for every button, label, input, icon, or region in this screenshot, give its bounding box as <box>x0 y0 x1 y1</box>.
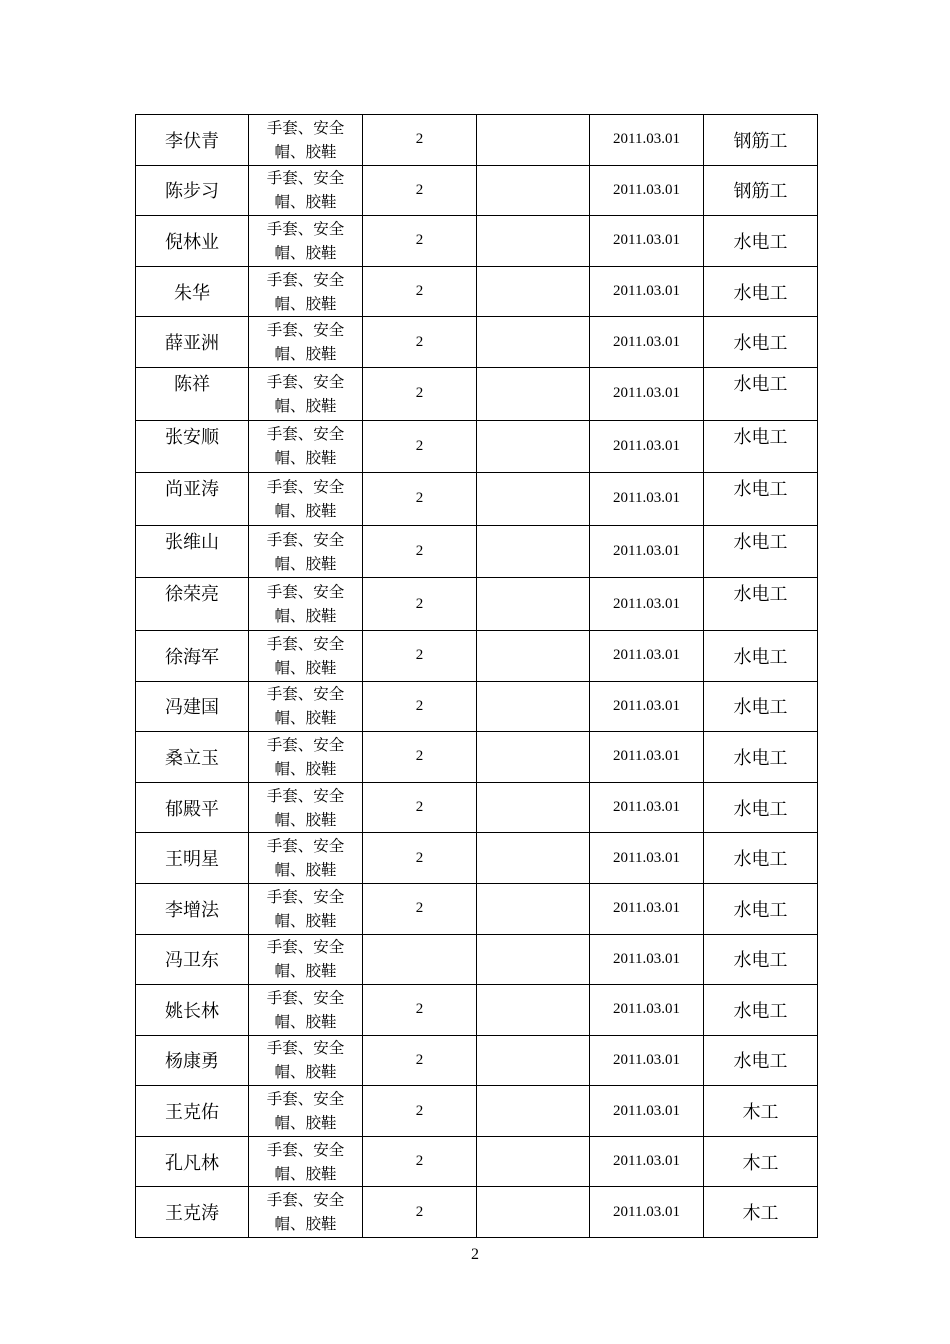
issued-items-line-2: 帽、胶鞋 <box>274 1215 337 1234</box>
issued-items-line-1: 手套、安全 <box>266 634 345 653</box>
signature-cell <box>477 883 590 934</box>
issued-items-line-2: 帽、胶鞋 <box>274 449 337 468</box>
quantity-cell: 2 <box>363 1035 477 1086</box>
signature-cell <box>477 115 590 166</box>
issued-items-line-1: 手套、安全 <box>266 530 345 549</box>
signature-cell <box>477 266 590 317</box>
quantity-cell: 2 <box>363 833 477 884</box>
issued-items-line-1: 手套、安全 <box>266 1140 345 1159</box>
quantity-cell: 2 <box>363 985 477 1036</box>
trade-cell: 木工 <box>704 1086 818 1137</box>
worker-name-cell: 薛亚洲 <box>136 317 249 368</box>
quantity-cell: 2 <box>363 1136 477 1187</box>
quantity-cell: 2 <box>363 266 477 317</box>
quantity-cell: 2 <box>363 1187 477 1238</box>
worker-name-cell: 冯卫东 <box>136 934 249 985</box>
trade-cell: 水电工 <box>704 578 818 631</box>
issue-date-cell: 2011.03.01 <box>590 473 704 526</box>
trade-cell: 水电工 <box>704 833 818 884</box>
issued-items-line-1: 手套、安全 <box>266 477 345 496</box>
signature-cell <box>477 732 590 783</box>
issued-items-line-1: 手套、安全 <box>266 837 345 856</box>
issued-items-line-2: 帽、胶鞋 <box>274 658 337 677</box>
issue-date-cell: 2011.03.01 <box>590 578 704 631</box>
issued-items-line-2: 帽、胶鞋 <box>274 1164 337 1183</box>
signature-cell <box>477 1035 590 1086</box>
signature-cell <box>477 1136 590 1187</box>
issue-date-cell: 2011.03.01 <box>590 367 704 420</box>
issued-items-line-1: 手套、安全 <box>266 1090 345 1109</box>
quantity-cell: 2 <box>363 473 477 526</box>
issued-items-line-2: 帽、胶鞋 <box>274 193 337 212</box>
worker-name-cell: 张维山 <box>136 525 249 578</box>
issued-items-line-2: 帽、胶鞋 <box>274 243 337 262</box>
issued-items-line-2: 帽、胶鞋 <box>274 501 337 520</box>
table-row <box>136 1187 818 1238</box>
quantity-cell: 2 <box>363 115 477 166</box>
signature-cell <box>477 985 590 1036</box>
issued-items-line-2: 帽、胶鞋 <box>274 759 337 778</box>
issue-date-cell: 2011.03.01 <box>590 420 704 473</box>
table-row <box>136 1086 818 1137</box>
signature-cell <box>477 367 590 420</box>
signature-cell <box>477 473 590 526</box>
quantity-cell: 2 <box>363 165 477 216</box>
issue-date-cell: 2011.03.01 <box>590 1136 704 1187</box>
issued-items-line-1: 手套、安全 <box>266 169 345 188</box>
trade-cell: 水电工 <box>704 883 818 934</box>
trade-cell: 水电工 <box>704 782 818 833</box>
table-row <box>136 165 818 216</box>
issue-date-cell: 2011.03.01 <box>590 1035 704 1086</box>
issue-date-cell: 2011.03.01 <box>590 115 704 166</box>
issue-date-cell: 2011.03.01 <box>590 266 704 317</box>
trade-cell: 钢筋工 <box>704 115 818 166</box>
issued-items-cell <box>249 732 363 783</box>
trade-cell: 水电工 <box>704 473 818 526</box>
issued-items-cell <box>249 681 363 732</box>
issue-date-cell: 2011.03.01 <box>590 732 704 783</box>
quantity-cell: 2 <box>363 681 477 732</box>
worker-name-cell: 徐荣亮 <box>136 578 249 631</box>
issued-items-cell <box>249 1187 363 1238</box>
trade-cell: 水电工 <box>704 934 818 985</box>
table-row <box>136 782 818 833</box>
issued-items-line-2: 帽、胶鞋 <box>274 142 337 161</box>
issued-items-line-2: 帽、胶鞋 <box>274 1114 337 1133</box>
trade-cell: 水电工 <box>704 630 818 681</box>
table-body <box>136 115 818 1238</box>
quantity-cell: 2 <box>363 525 477 578</box>
issue-date-cell: 2011.03.01 <box>590 317 704 368</box>
issued-items-line-1: 手套、安全 <box>266 118 345 137</box>
quantity-cell: 2 <box>363 630 477 681</box>
issued-items-line-2: 帽、胶鞋 <box>274 962 337 981</box>
table-row <box>136 420 818 473</box>
issue-date-cell: 2011.03.01 <box>590 525 704 578</box>
issued-items-line-1: 手套、安全 <box>266 372 345 391</box>
issued-items-line-2: 帽、胶鞋 <box>274 1063 337 1082</box>
issued-items-cell <box>249 1086 363 1137</box>
issued-items-cell <box>249 1035 363 1086</box>
worker-name-cell: 孔凡林 <box>136 1136 249 1187</box>
table-row <box>136 266 818 317</box>
worker-name-cell: 尚亚涛 <box>136 473 249 526</box>
issue-date-cell: 2011.03.01 <box>590 165 704 216</box>
quantity-cell <box>363 934 477 985</box>
issued-items-line-1: 手套、安全 <box>266 988 345 1007</box>
issue-date-cell: 2011.03.01 <box>590 1187 704 1238</box>
worker-name-cell: 倪林业 <box>136 216 249 267</box>
signature-cell <box>477 681 590 732</box>
issued-items-line-2: 帽、胶鞋 <box>274 294 337 313</box>
issued-items-line-2: 帽、胶鞋 <box>274 554 337 573</box>
issued-items-line-1: 手套、安全 <box>266 425 345 444</box>
worker-name-cell: 王克佑 <box>136 1086 249 1137</box>
issued-items-cell <box>249 317 363 368</box>
page-number: 2 <box>471 1246 479 1263</box>
issue-date-cell: 2011.03.01 <box>590 782 704 833</box>
table-row <box>136 630 818 681</box>
trade-cell: 水电工 <box>704 317 818 368</box>
issued-items-line-1: 手套、安全 <box>266 938 345 957</box>
issue-date-cell: 2011.03.01 <box>590 681 704 732</box>
trade-cell: 水电工 <box>704 1035 818 1086</box>
issued-items-cell <box>249 883 363 934</box>
signature-cell <box>477 420 590 473</box>
table-row <box>136 367 818 420</box>
issued-items-line-1: 手套、安全 <box>266 887 345 906</box>
table-row <box>136 317 818 368</box>
issued-items-cell <box>249 367 363 420</box>
issued-items-line-1: 手套、安全 <box>266 321 345 340</box>
table-row <box>136 115 818 166</box>
table-row <box>136 216 818 267</box>
signature-cell <box>477 525 590 578</box>
worker-name-cell: 冯建国 <box>136 681 249 732</box>
worker-name-cell: 陈祥 <box>136 367 249 420</box>
signature-cell <box>477 1187 590 1238</box>
issue-date-cell: 2011.03.01 <box>590 833 704 884</box>
quantity-cell: 2 <box>363 782 477 833</box>
quantity-cell: 2 <box>363 367 477 420</box>
quantity-cell: 2 <box>363 317 477 368</box>
issued-items-line-2: 帽、胶鞋 <box>274 810 337 829</box>
trade-cell: 水电工 <box>704 525 818 578</box>
issued-items-line-1: 手套、安全 <box>266 219 345 238</box>
equipment-issue-table <box>135 114 818 1238</box>
trade-cell: 水电工 <box>704 985 818 1036</box>
issue-date-cell: 2011.03.01 <box>590 883 704 934</box>
issued-items-cell <box>249 525 363 578</box>
signature-cell <box>477 782 590 833</box>
trade-cell: 钢筋工 <box>704 165 818 216</box>
issued-items-line-1: 手套、安全 <box>266 1191 345 1210</box>
issued-items-line-1: 手套、安全 <box>266 735 345 754</box>
quantity-cell: 2 <box>363 420 477 473</box>
issued-items-cell <box>249 782 363 833</box>
worker-name-cell: 姚长林 <box>136 985 249 1036</box>
issued-items-line-2: 帽、胶鞋 <box>274 911 337 930</box>
table-row <box>136 473 818 526</box>
issued-items-cell <box>249 115 363 166</box>
signature-cell <box>477 165 590 216</box>
issue-date-cell: 2011.03.01 <box>590 216 704 267</box>
table-row <box>136 732 818 783</box>
issued-items-cell <box>249 833 363 884</box>
quantity-cell: 2 <box>363 216 477 267</box>
table-row <box>136 883 818 934</box>
issued-items-line-1: 手套、安全 <box>266 1039 345 1058</box>
issued-items-cell <box>249 420 363 473</box>
issued-items-line-2: 帽、胶鞋 <box>274 861 337 880</box>
worker-name-cell: 杨康勇 <box>136 1035 249 1086</box>
worker-name-cell: 王明星 <box>136 833 249 884</box>
worker-name-cell: 徐海军 <box>136 630 249 681</box>
table-row <box>136 1136 818 1187</box>
issued-items-line-2: 帽、胶鞋 <box>274 345 337 364</box>
issue-date-cell: 2011.03.01 <box>590 934 704 985</box>
table-row <box>136 578 818 631</box>
worker-name-cell: 李增法 <box>136 883 249 934</box>
issued-items-line-1: 手套、安全 <box>266 685 345 704</box>
worker-name-cell: 王克涛 <box>136 1187 249 1238</box>
signature-cell <box>477 1086 590 1137</box>
issued-items-cell <box>249 578 363 631</box>
quantity-cell: 2 <box>363 1086 477 1137</box>
signature-cell <box>477 630 590 681</box>
signature-cell <box>477 317 590 368</box>
table-row <box>136 1035 818 1086</box>
issued-items-line-2: 帽、胶鞋 <box>274 1012 337 1031</box>
trade-cell: 水电工 <box>704 367 818 420</box>
trade-cell: 水电工 <box>704 216 818 267</box>
table-row <box>136 833 818 884</box>
quantity-cell: 2 <box>363 883 477 934</box>
issued-items-line-1: 手套、安全 <box>266 583 345 602</box>
worker-name-cell: 桑立玉 <box>136 732 249 783</box>
trade-cell: 水电工 <box>704 681 818 732</box>
table-row <box>136 681 818 732</box>
worker-name-cell: 朱华 <box>136 266 249 317</box>
worker-name-cell: 陈步习 <box>136 165 249 216</box>
trade-cell: 水电工 <box>704 732 818 783</box>
worker-name-cell: 李伏青 <box>136 115 249 166</box>
table-row <box>136 525 818 578</box>
issued-items-line-2: 帽、胶鞋 <box>274 396 337 415</box>
worker-name-cell: 郁殿平 <box>136 782 249 833</box>
issued-items-cell <box>249 934 363 985</box>
trade-cell: 水电工 <box>704 266 818 317</box>
issued-items-cell <box>249 165 363 216</box>
issue-date-cell: 2011.03.01 <box>590 1086 704 1137</box>
worker-name-cell: 张安顺 <box>136 420 249 473</box>
signature-cell <box>477 578 590 631</box>
issue-date-cell: 2011.03.01 <box>590 630 704 681</box>
quantity-cell: 2 <box>363 578 477 631</box>
issued-items-line-1: 手套、安全 <box>266 270 345 289</box>
issued-items-cell <box>249 985 363 1036</box>
trade-cell: 水电工 <box>704 420 818 473</box>
issued-items-cell <box>249 630 363 681</box>
signature-cell <box>477 216 590 267</box>
issued-items-cell <box>249 1136 363 1187</box>
quantity-cell: 2 <box>363 732 477 783</box>
issued-items-cell <box>249 266 363 317</box>
table-row <box>136 985 818 1036</box>
issued-items-line-2: 帽、胶鞋 <box>274 607 337 626</box>
signature-cell <box>477 833 590 884</box>
signature-cell <box>477 934 590 985</box>
trade-cell: 木工 <box>704 1136 818 1187</box>
issued-items-cell <box>249 216 363 267</box>
issued-items-line-2: 帽、胶鞋 <box>274 709 337 728</box>
trade-cell: 木工 <box>704 1187 818 1238</box>
issued-items-cell <box>249 473 363 526</box>
table-row <box>136 934 818 985</box>
issue-date-cell: 2011.03.01 <box>590 985 704 1036</box>
issued-items-line-1: 手套、安全 <box>266 786 345 805</box>
